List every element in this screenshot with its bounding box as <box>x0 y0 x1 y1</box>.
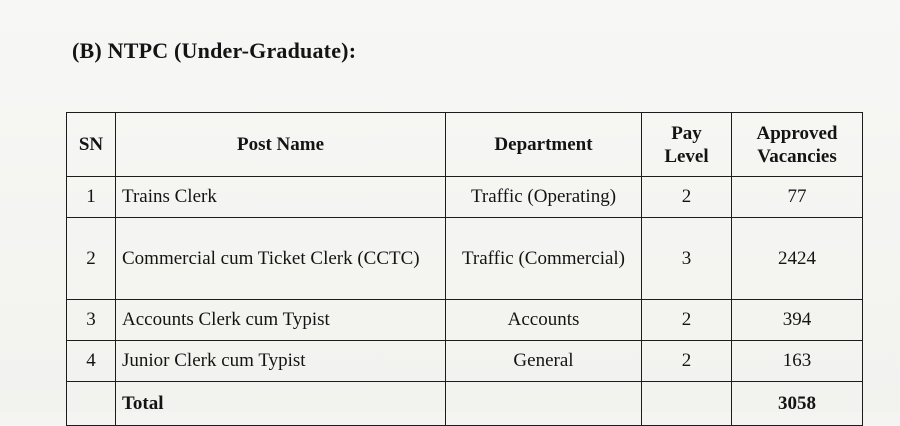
cell-sn: 1 <box>67 177 116 218</box>
header-post-name: Post Name <box>116 113 446 177</box>
cell-vacancies: 394 <box>732 300 863 341</box>
cell-sn: 3 <box>67 300 116 341</box>
cell-sn: 2 <box>67 218 116 300</box>
table-row <box>67 300 863 341</box>
cell-post-name: Accounts Clerk cum Typist <box>116 300 446 341</box>
header-approved-vacancies: Approved Vacancies <box>732 113 863 177</box>
table-row <box>67 218 863 300</box>
cell-post-name: Trains Clerk <box>116 177 446 218</box>
cell-empty <box>67 382 116 426</box>
cell-department: Traffic (Operating) <box>446 177 642 218</box>
cell-vacancies: 2424 <box>732 218 863 300</box>
cell-empty <box>642 382 732 426</box>
table-row <box>67 177 863 218</box>
cell-pay-level: 2 <box>642 177 732 218</box>
cell-pay-level: 3 <box>642 218 732 300</box>
vacancy-table <box>66 112 863 426</box>
table-row <box>67 341 863 382</box>
cell-sn: 4 <box>67 341 116 382</box>
cell-department: Accounts <box>446 300 642 341</box>
header-pay-level: Pay Level <box>642 113 732 177</box>
cell-department: Traffic (Commercial) <box>446 218 642 300</box>
header-department: Department <box>446 113 642 177</box>
total-row <box>67 382 863 426</box>
cell-post-name: Commercial cum Ticket Clerk (CCTC) <box>116 218 446 300</box>
cell-post-name: Junior Clerk cum Typist <box>116 341 446 382</box>
cell-department: General <box>446 341 642 382</box>
cell-vacancies: 163 <box>732 341 863 382</box>
cell-empty <box>446 382 642 426</box>
table-header-row <box>67 113 863 177</box>
total-vacancies: 3058 <box>732 382 863 426</box>
cell-vacancies: 77 <box>732 177 863 218</box>
section-heading: (B) NTPC (Under-Graduate): <box>72 38 357 63</box>
header-sn: SN <box>67 113 116 177</box>
total-label: Total <box>116 382 446 426</box>
cell-pay-level: 2 <box>642 341 732 382</box>
cell-pay-level: 2 <box>642 300 732 341</box>
